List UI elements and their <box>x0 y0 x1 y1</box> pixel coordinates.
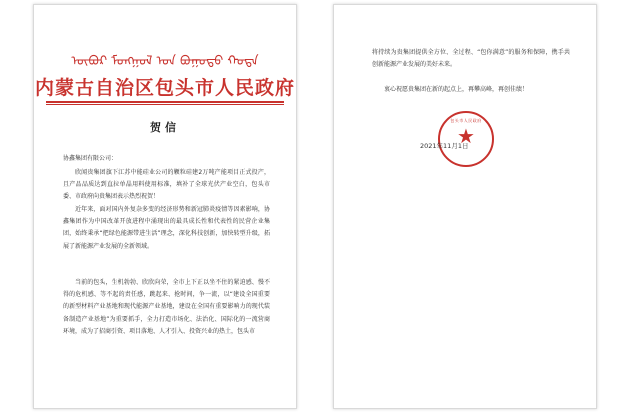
government-header-title: 内蒙古自治区包头市人民政府 <box>34 77 295 99</box>
paragraph-2: 近年来，面对国内外复杂多变的经济形势和新冠肺炎疫情等因素影响，协鑫集团作为中国改革开放进程中涌现出的最具成长性和代表性的民营企业集团，始终秉承“把绿色能源带进生活”理念，深化科技创新，加快转型升级，拓展了新能源产业发展的全新领域。 <box>63 206 270 250</box>
star-emblem-icon: ★ <box>457 124 475 148</box>
paragraph-5: 衷心祝愿贵集团在新的起点上，再攀高峰，再创佳绩！ <box>384 86 529 93</box>
paragraph-4: 将持续为贵集团提供全方位、全过程、“包你满意”的服务和保障，携手共创新能源产业发展的美好未来。 <box>372 49 570 69</box>
seal-text: 包头市人民政府 <box>450 118 482 123</box>
letter-date: 2021年11月1日 <box>420 142 469 150</box>
official-seal <box>438 111 494 167</box>
header-mongolian-script: ᠥᠪᠥᠷ ᠮᠣᠩᠭᠣᠯ ᠤᠨ ᠪᠣᠭᠣᠲᠣ ᠬᠣᠲᠠ <box>71 54 259 69</box>
header-red-rule-thin <box>46 104 284 105</box>
salutation: 协鑫集团有限公司： <box>63 155 118 162</box>
paragraph-1: 欣闻贵集团旗下江苏中能硅业公司的颗粒硅建2万吨产能项目正式投产，且产品品质达到直拉单晶用料使用标准，填补了全球光伏产业空白，包头市委、市政府向贵集团表示热烈祝贺！ <box>63 169 270 201</box>
letter-page-2 <box>333 4 597 409</box>
letter-page-1 <box>33 4 297 409</box>
document-title: 贺信 <box>150 121 180 134</box>
paragraph-3: 当前的包头，生机勃勃、欣欣向荣，全市上下正以坐不住的紧迫感、慢不得的危机感、等不起的责任感，跳起来、抢时间，争一流，以“建设全国重要的新型材料产业基地和现代能源产业基地，建设在全国有重要影响力的现代装备制造产业基地”为重要抓手，全力打造市场化、法治化、国际化的一流营商环境，成为了招商引资、项目落地、人才引入、投资兴业的热土，包头市 <box>63 279 270 335</box>
header-red-rule <box>46 101 284 103</box>
